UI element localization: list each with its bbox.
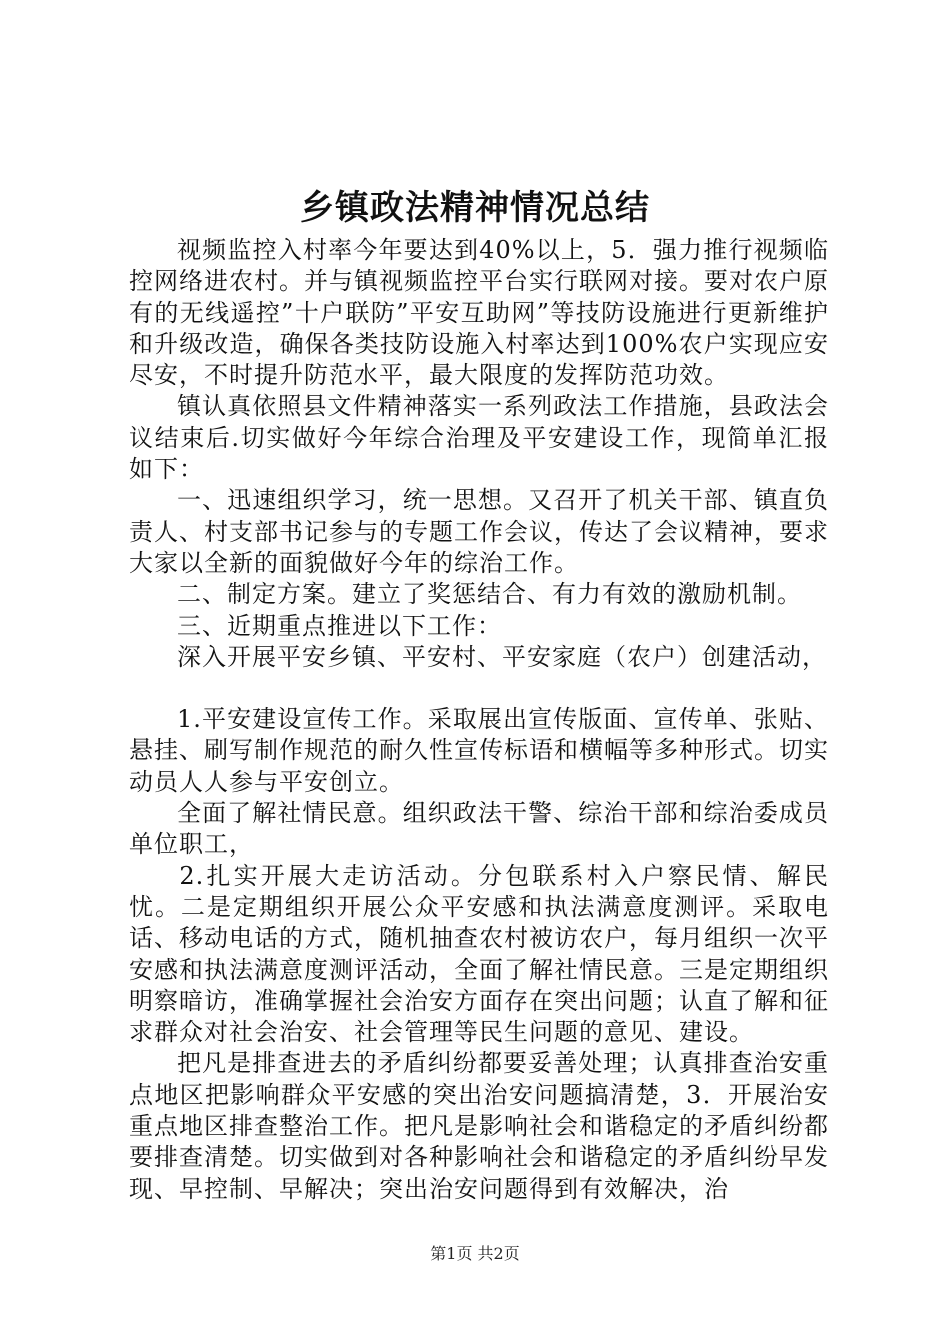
- page-footer: 第1页 共2页: [430, 1244, 520, 1263]
- paragraph-7: 1.平安建设宣传工作。采取展出宣传版面、宣传单、张贴、悬挂、刷写制作规范的耐久性宣传标语和横幅等多种形式。切实动员人人参与平安创立。: [129, 705, 829, 796]
- paragraph-4: 二、制定方案。建立了奖惩结合、有力有效的激励机制。: [177, 580, 802, 609]
- paragraph-1: 视频监控入村率今年要达到40%以上，5．强力推行视频临控网络进农村。并与镇视频监控平台实行联网对接。要对农户原有的无线遥控”十户联防”平安互助网”等技防设施进行更新维护和升级改造，确保各类技防设施入村率达到100%农户实现应安尽安，不时提升防范水平，最大限度的发挥防范功效。: [129, 236, 829, 390]
- paragraph-6: 深入开展平安乡镇、平安村、平安家庭（农户）创建活动，: [177, 642, 827, 671]
- document-title: 乡镇政法精神情况总结: [300, 188, 650, 228]
- paragraph-2: 镇认真依照县文件精神落实一系列政法工作措施，县政法会议结束后.切实做好今年综合治理及平安建设工作，现简单汇报如下：: [129, 392, 829, 484]
- paragraph-3: 一、迅速组织学习，统一思想。又召开了机关干部、镇直负责人、村支部书记参与的专题工作会议，传达了会议精神，要求大家以全新的面貌做好今年的综治工作。: [129, 486, 829, 577]
- document-body: [129, 235, 829, 1205]
- paragraph-9: 2.扎实开展大走访活动。分包联系村入户察民情、解民忧。二是定期组织开展公众平安感和执法满意度测评。采取电话、移动电话的方式，随机抽查农村被访农户，每月组织一次平安感和执法满意度测评活动，全面了解社情民意。三是定期组织明察暗访，准确掌握社会治安方面存在突出问题；认直了解和征求群众对社会治安、社会管理等民生问题的意见、建设。: [129, 861, 829, 1047]
- paragraph-10: 把凡是排查进去的矛盾纠纷都要妥善处理；认真排查治安重点地区把影响群众平安感的突出治安问题搞清楚，3．开展治安重点地区排查整治工作。把凡是影响社会和谐稳定的矛盾纠纷都要排查清楚。切实做到对各种影响社会和谐稳定的矛盾纠纷早发现、早控制、早解决；突出治安问题得到有效解决，治: [129, 1049, 829, 1203]
- paragraph-5: 三、近期重点推进以下工作：: [177, 611, 502, 640]
- paragraph-8: 全面了解社情民意。组织政法干警、综治干部和综治委成员单位职工，: [129, 799, 829, 859]
